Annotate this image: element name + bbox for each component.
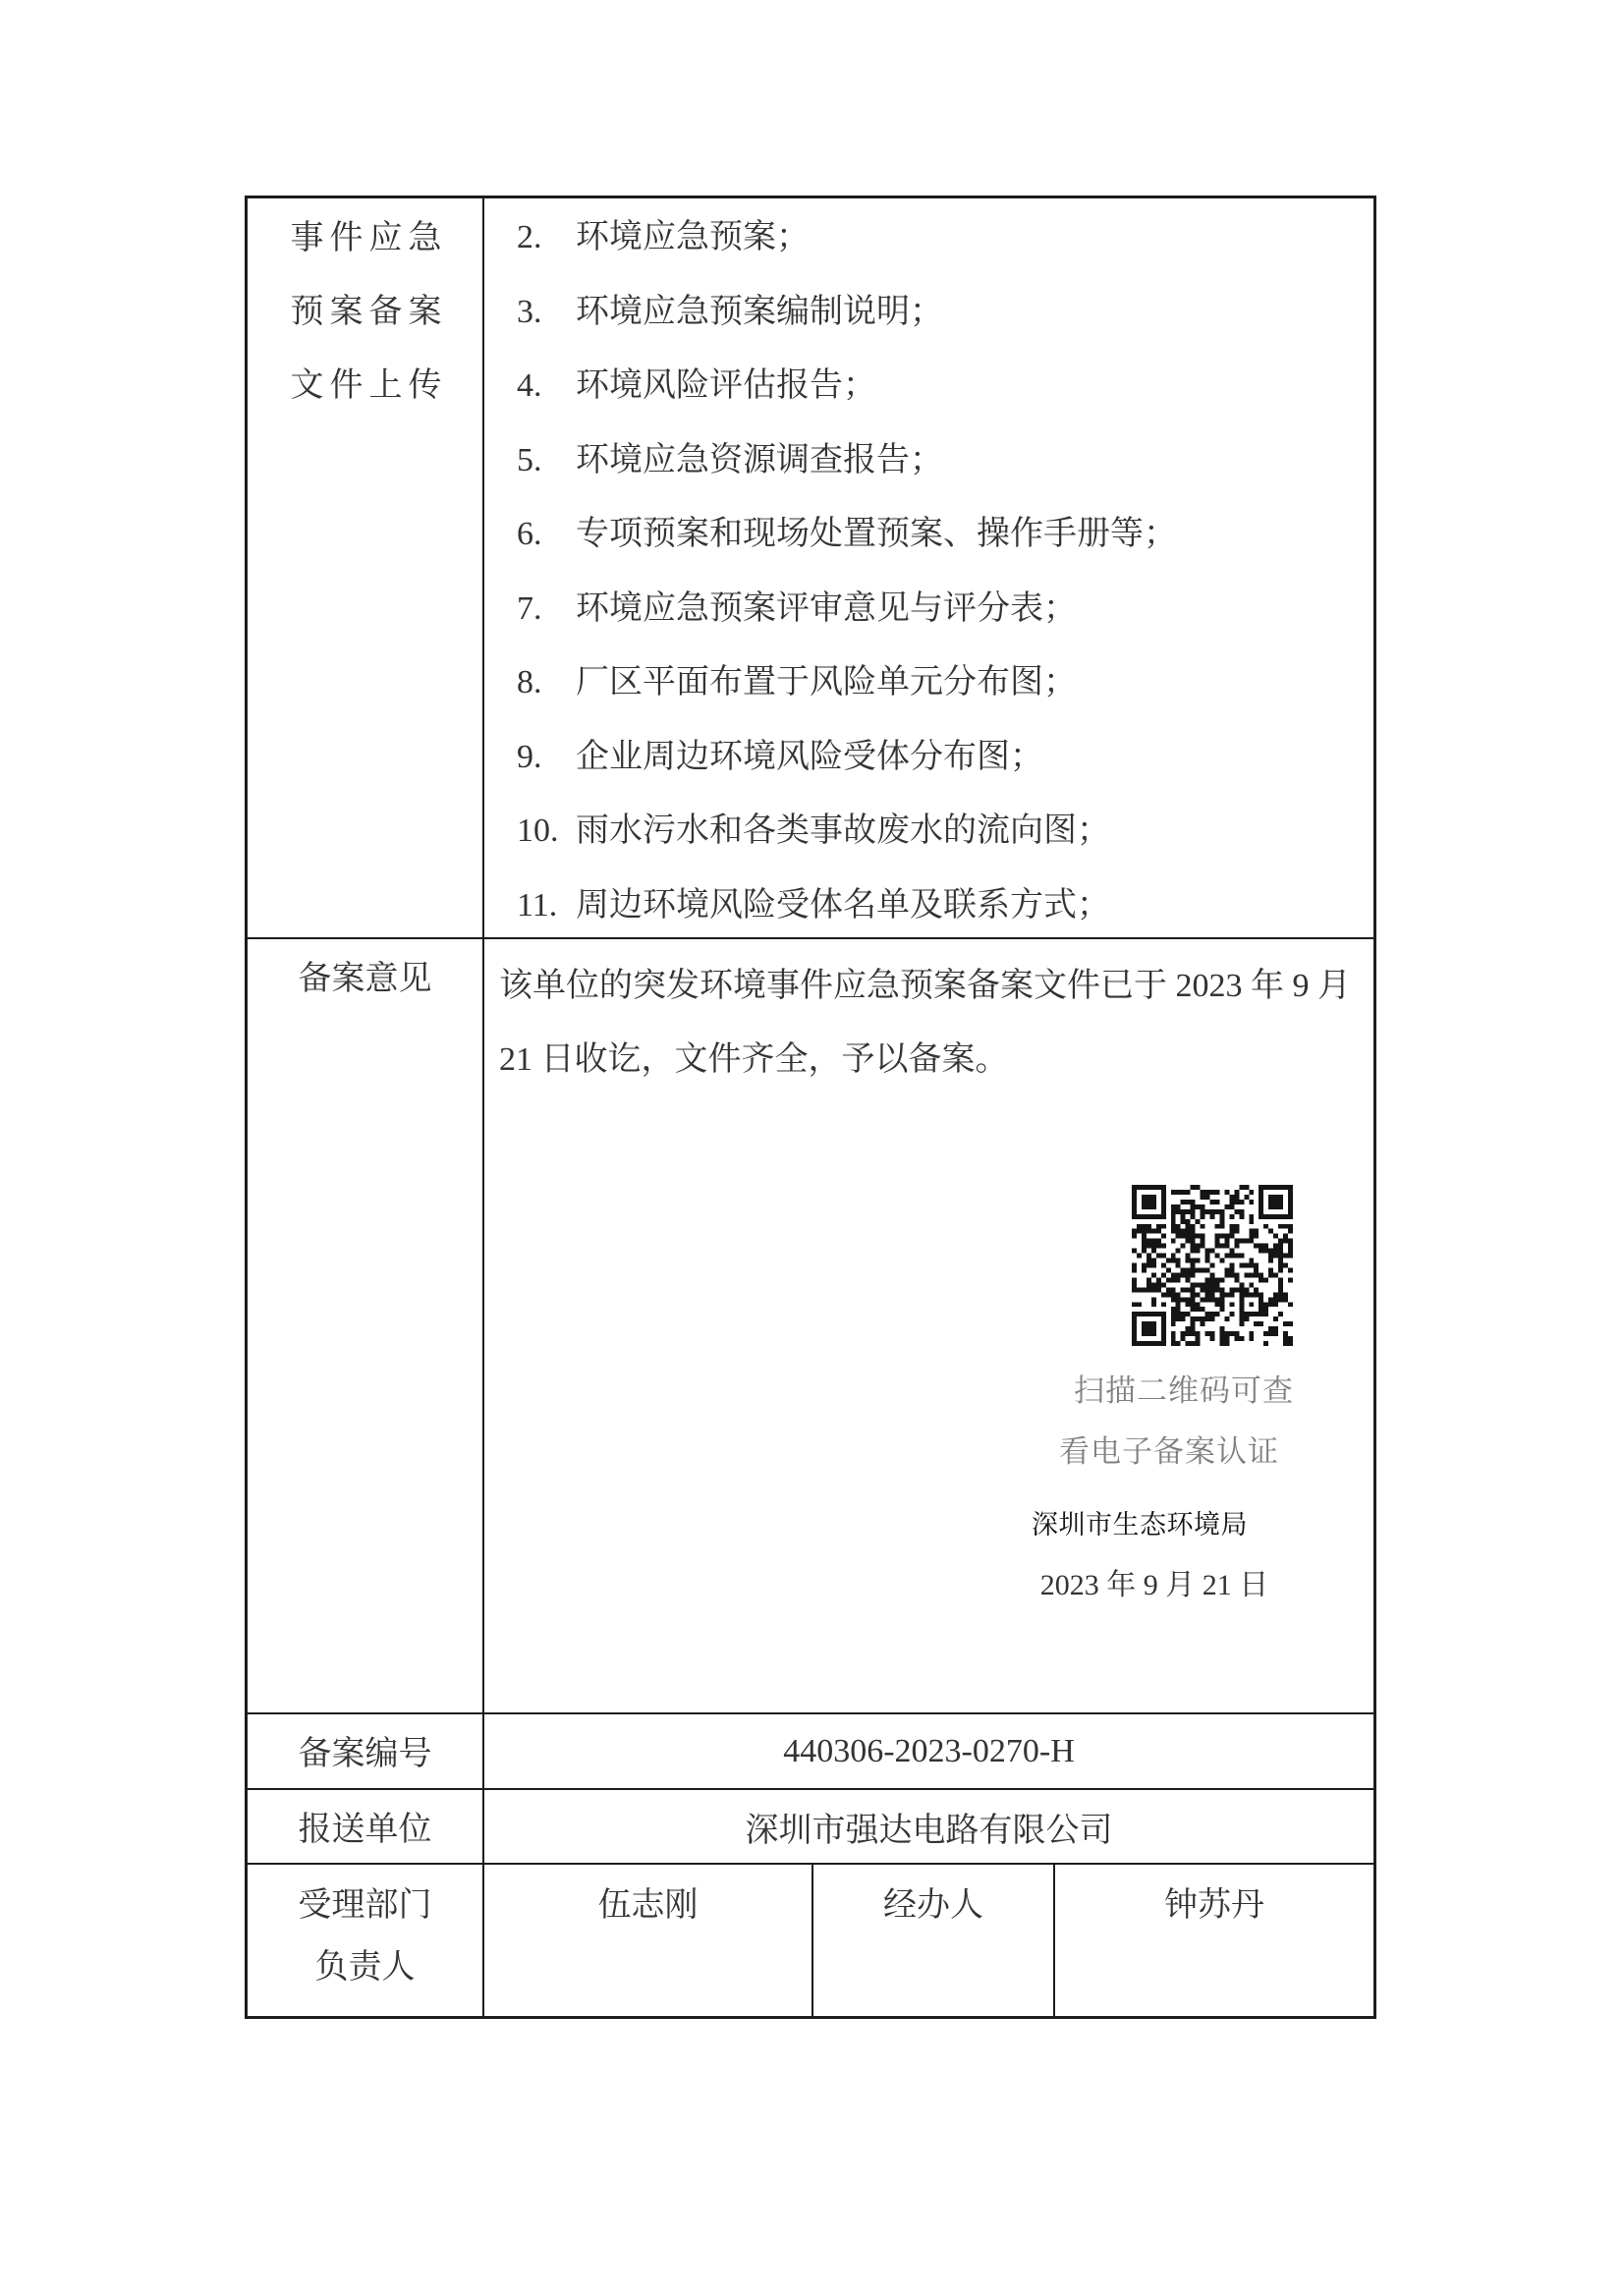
list-item: 10. 雨水污水和各类事故废水的流向图； bbox=[517, 812, 1110, 849]
opinion-body-line-1: 该单位的突发环境事件应急预案备案文件已于 2023 年 9 月 bbox=[499, 968, 1351, 1004]
upload-label-line-3: 文件上传 bbox=[290, 367, 448, 404]
acceptance-head-name bbox=[484, 1865, 813, 2016]
list-item: 4. 环境风险评估报告； bbox=[517, 367, 876, 404]
head-name-text: 伍志刚 bbox=[597, 1887, 699, 1924]
list-item: 9. 企业周边环境风险受体分布图； bbox=[517, 738, 1043, 775]
acceptance-dept-label-line-2: 负责人 bbox=[314, 1949, 416, 1986]
list-item: 6. 专项预案和现场处置预案、操作手册等； bbox=[517, 516, 1177, 552]
opinion-label-cell bbox=[248, 939, 484, 1714]
opinion-label: 备案意见 bbox=[298, 961, 432, 997]
upload-file-list bbox=[484, 198, 1373, 939]
submit-unit-label-cell bbox=[248, 1790, 484, 1865]
acceptance-dept-label-cell bbox=[248, 1865, 484, 2016]
list-item: 2. 环境应急预案； bbox=[517, 219, 810, 255]
qr-caption-line-1: 扫描二维码可查 bbox=[1074, 1373, 1294, 1408]
qr-code bbox=[1132, 1185, 1293, 1346]
list-item: 8. 厂区平面布置于风险单元分布图； bbox=[517, 664, 1077, 700]
filing-date: 2023 年 9 月 21 日 bbox=[1039, 1569, 1269, 1601]
opinion-body-line-2: 21 日收讫，文件齐全，予以备案。 bbox=[499, 1041, 1009, 1078]
upload-label-line-2: 预案备案 bbox=[290, 294, 448, 330]
filing-table bbox=[245, 196, 1376, 2019]
submit-unit-value: 深圳市强达电路有限公司 bbox=[484, 1790, 1373, 1865]
handler-label-cell bbox=[813, 1865, 1055, 2016]
qr-caption-line-2: 看电子备案认证 bbox=[1059, 1434, 1279, 1469]
list-item: 3. 环境应急预案编制说明； bbox=[517, 293, 943, 330]
upload-label-line-1: 事件应急 bbox=[290, 220, 448, 256]
opinion-body bbox=[484, 939, 1373, 1096]
record-number-label-cell bbox=[248, 1714, 484, 1790]
acceptance-dept-label-line-1: 受理部门 bbox=[298, 1887, 432, 1924]
list-item: 11. 周边环境风险受体名单及联系方式； bbox=[517, 886, 1110, 924]
handler-name-text: 钟苏丹 bbox=[1164, 1887, 1264, 1924]
handler-label-text: 经办人 bbox=[883, 1887, 983, 1924]
list-item: 7. 环境应急预案评审意见与评分表； bbox=[517, 589, 1077, 627]
agency-name: 深圳市生态环境局 bbox=[1032, 1510, 1248, 1540]
opinion-content-cell bbox=[484, 939, 1373, 1714]
submit-unit-label: 报送单位 bbox=[298, 1812, 432, 1848]
list-item: 5. 环境应急资源调查报告； bbox=[517, 441, 943, 478]
record-number-label: 备案编号 bbox=[298, 1736, 432, 1772]
handler-name-cell bbox=[1055, 1865, 1373, 2016]
upload-section-label bbox=[248, 198, 484, 939]
record-number-value: 440306-2023-0270-H bbox=[484, 1714, 1373, 1790]
